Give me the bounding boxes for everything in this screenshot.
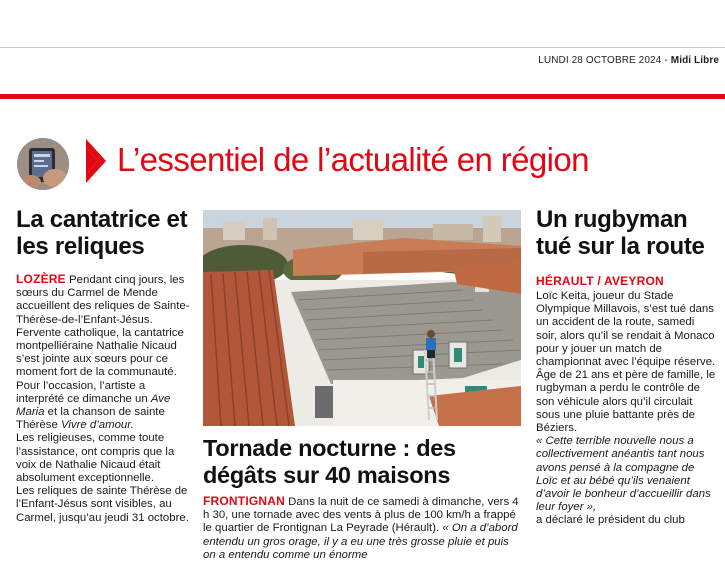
article-attribution: a déclaré le président du club xyxy=(536,514,685,527)
article-headline: La cantatrice et les reliques xyxy=(16,206,188,260)
smartphone-in-hand-icon xyxy=(17,138,69,190)
article-body xyxy=(536,290,716,528)
dateline-separator: - xyxy=(664,55,668,66)
article-left xyxy=(16,206,194,525)
article-kicker: HÉRAULT / AVEYRON xyxy=(536,274,664,288)
article-kicker: FRONTIGNAN xyxy=(203,494,285,508)
article-italic-title: Vivre d’amour. xyxy=(60,419,134,432)
article-kicker-line xyxy=(536,272,716,290)
article-paragraph: Loïc Keita, joueur du Stade Olympique Millavois, s’est tué dans un accident de la route, samedi soir, alors qu’il se rendait à Monaco pour y jouer un match de championnat avec l’équipe réserve. Âge de 21 ans et père de famille, le rugbyman a perdu le contrôle de son véhicule alors qu’il circulait sous une pluie battante près de Béziers. xyxy=(536,290,716,435)
top-rule xyxy=(0,47,725,48)
article-right xyxy=(536,206,716,528)
article-body xyxy=(203,495,521,562)
article-text: et la chanson de sainte Thérèse xyxy=(16,406,165,432)
article-headline: Un rugbyman tué sur la route xyxy=(536,206,705,260)
news-photo xyxy=(203,210,521,426)
article-middle xyxy=(203,210,521,562)
publication-name: Midi Libre xyxy=(670,55,719,66)
article-italic-title: Ave Maria xyxy=(16,392,171,419)
article-headline: Tornade nocturne : des dégâts sur 40 maisons xyxy=(203,435,456,488)
article-quote: « Cette terrible nouvelle nous a collectivement anéantis tant nous avons pensé à la compagne de Loïc et au bébé qu’ils venaient d’avoir le bonheur d’accueillir dans leur foyer », xyxy=(536,435,711,514)
article-paragraph: Les reliques de sainte Thérèse de l’Enfant-Jésus sont visibles, au Carmel, jusqu’au jeudi 31 octobre. xyxy=(16,485,189,524)
article-text: Dans la nuit de ce samedi à dimanche, vers 4 h 30, une tornade avec des vents à plus de 100 km/h a frappé le quartier de Frontignan La Peyrade (Hérault). xyxy=(203,496,519,535)
article-body xyxy=(16,273,194,525)
dateline xyxy=(538,55,719,66)
article-quote: « On a d’abord entendu un gros orage, il y a eu une très grosse pluie et puis on a entendu comme un énorme xyxy=(203,522,518,561)
issue-date: LUNDI 28 OCTOBRE 2024 xyxy=(538,55,662,66)
red-chevron-arrow-icon xyxy=(86,139,106,183)
section-banner xyxy=(0,132,725,190)
article-text: Pendant cinq jours, les sœurs du Carmel de Mende accueillent des reliques de Sainte-Thérèse-de-l’Enfant-Jésus. Fervente catholique, la cantatrice montpelliéraine Nathalie Nicaud s’est jointe aux sœurs pour ce moment fort de la communauté. Pour l’occasion, l’artiste a interprété ce dimanche un xyxy=(16,274,190,405)
article-paragraph: Les religieuses, comme toute l’assistance, ont compris que la voix de Nathalie Nicaud était absolument exceptionnelle. xyxy=(16,432,175,485)
banner-title: L’essentiel de l’actualité en région xyxy=(117,141,589,178)
red-divider-band xyxy=(0,94,725,99)
article-kicker: LOZÈRE xyxy=(16,272,66,286)
